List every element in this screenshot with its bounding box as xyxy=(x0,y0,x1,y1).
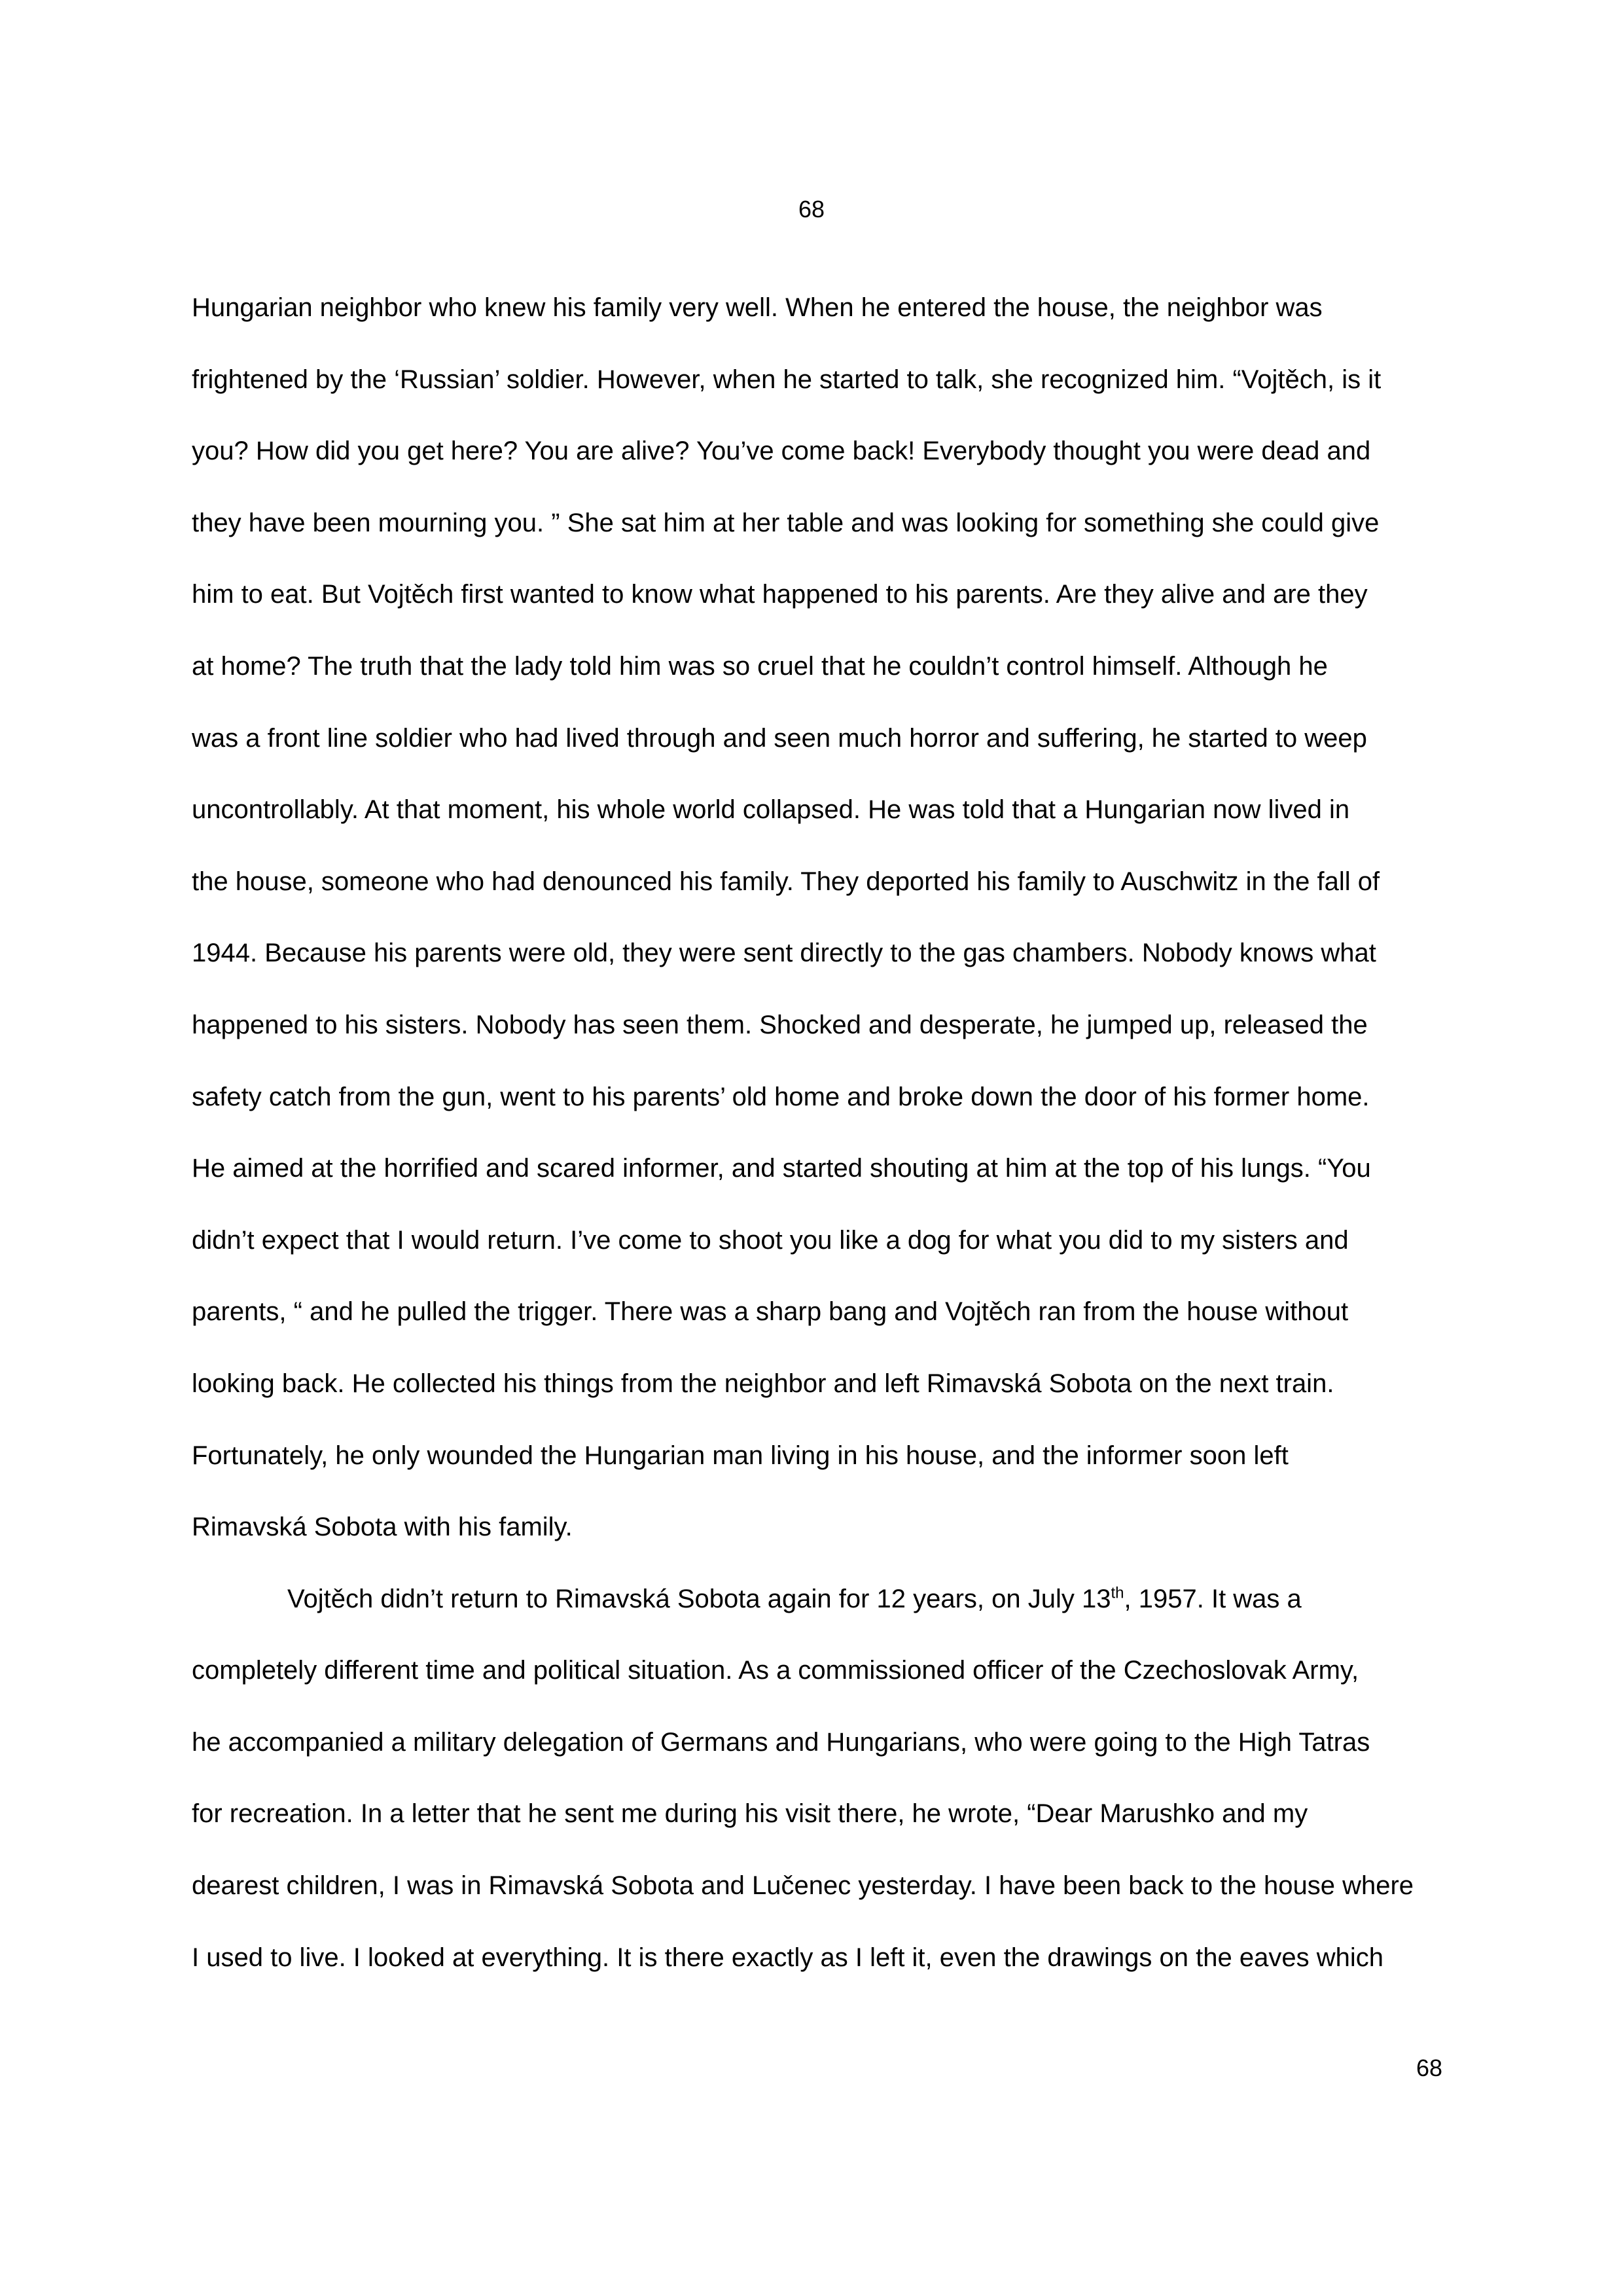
text-line: at home? The truth that the lady told him was so cruel that he couldn’t control himself. Although he xyxy=(192,651,1328,681)
ordinal-superscript: th xyxy=(1111,1584,1124,1602)
text-line: He aimed at the horrified and scared informer, and started shouting at him at the top of his lungs. “You xyxy=(192,1154,1371,1183)
text-line: you? How did you get here? You are alive? You’ve come back! Everybody thought you were dead and xyxy=(192,437,1371,466)
text-line: 1944. Because his parents were old, they were sent directly to the gas chambers. Nobody knows what xyxy=(192,939,1376,968)
page-number-footer: 68 xyxy=(1416,2054,1442,2081)
text-line: I used to live. I looked at everything. It is there exactly as I left it, even the drawings on the eaves which xyxy=(192,1943,1383,1972)
text-line: completely different time and political situation. As a commissioned officer of the Czechoslovak Army, xyxy=(192,1656,1359,1685)
text-line: for recreation. In a letter that he sent me during his visit there, he wrote, “Dear Marushko and my xyxy=(192,1799,1308,1829)
text-line: the house, someone who had denounced his family. They deported his family to Auschwitz in the fall of xyxy=(192,867,1380,896)
text-line: was a front line soldier who had lived through and seen much horror and suffering, he started to weep xyxy=(192,723,1367,753)
text-line: they have been mourning you. ” She sat him at her table and was looking for something she could give xyxy=(192,508,1380,537)
text-line: didn’t expect that I would return. I’ve come to shoot you like a dog for what you did to my sisters and xyxy=(192,1225,1349,1255)
text-line: safety catch from the gun, went to his parents’ old home and broke down the door of his former home. xyxy=(192,1082,1370,1111)
text-line: uncontrollably. At that moment, his whole world collapsed. He was told that a Hungarian now lived in xyxy=(192,795,1350,825)
text-line: happened to his sisters. Nobody has seen them. Shocked and desperate, he jumped up, released the xyxy=(192,1010,1368,1039)
text-line: him to eat. But Vojtěch first wanted to know what happened to his parents. Are they alive and are they xyxy=(192,580,1368,609)
text-line: frightened by the ‘Russian’ soldier. However, when he started to talk, she recognized him. “Vojtěch, is it xyxy=(192,365,1382,394)
text-segment: , 1957. It was a xyxy=(1124,1584,1302,1613)
text-line: he accompanied a military delegation of Germans and Hungarians, who were going to the High Tatras xyxy=(192,1727,1370,1757)
text-line: Hungarian neighbor who knew his family very well. When he entered the house, the neighbor was xyxy=(192,293,1323,322)
text-line: Rimavská Sobota with his family. xyxy=(192,1513,573,1542)
text-segment: Vojtěch didn’t return to Rimavská Sobota again for 12 years, on July 13 xyxy=(287,1584,1111,1613)
text-line: Fortunately, he only wounded the Hungarian man living in his house, and the informer soon left xyxy=(192,1441,1289,1470)
text-line: dearest children, I was in Rimavská Sobota and Lučenec yesterday. I have been back to the house where xyxy=(192,1871,1414,1901)
paragraph-first-line xyxy=(192,1579,1448,1651)
text-line: parents, “ and he pulled the trigger. There was a sharp bang and Vojtěch ran from the house without xyxy=(192,1297,1349,1327)
page-number-header: 68 xyxy=(798,196,825,223)
text-line: looking back. He collected his things from the neighbor and left Rimavská Sobota on the next train. xyxy=(192,1369,1334,1398)
document-body xyxy=(192,288,1448,2009)
